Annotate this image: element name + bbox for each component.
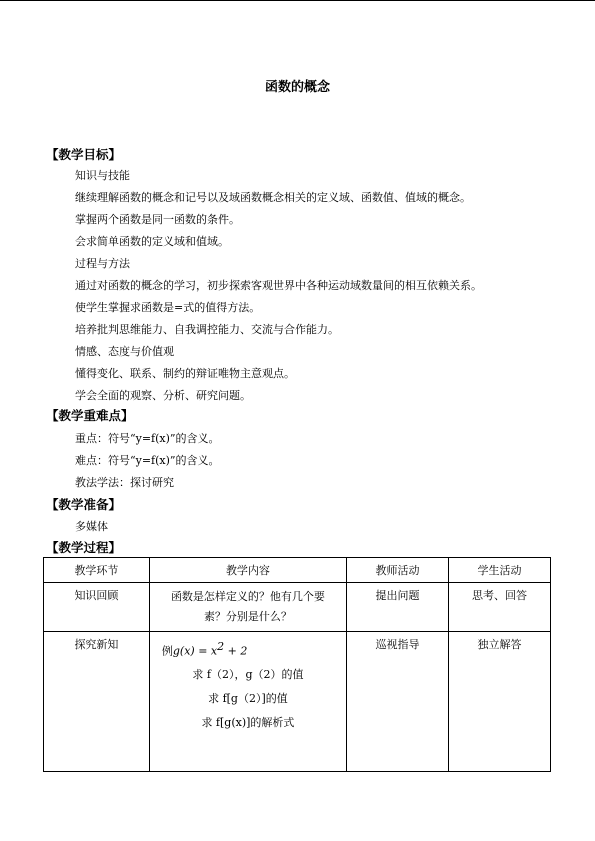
keypoint-line: 教法学法：探讨研究 xyxy=(75,476,174,489)
objective-line: 懂得变化、联系、制约的辩证唯物主意观点。 xyxy=(75,367,295,380)
process-heading: 【教学过程】 xyxy=(46,540,122,555)
objective-line: 培养批判思维能力、自我调控能力、交流与合作能力。 xyxy=(75,323,339,336)
keypoints-heading: 【教学重难点】 xyxy=(46,408,134,423)
formula-rhs: + 2 xyxy=(224,644,248,658)
example-formula xyxy=(150,636,346,663)
example-prefix: 例 xyxy=(161,644,173,658)
objective-line: 情感、态度与价值观 xyxy=(75,345,174,358)
process-table xyxy=(43,557,551,772)
table-row xyxy=(44,632,551,772)
table-row xyxy=(44,583,551,632)
row1-content-line: 函数是怎样定义的？他有几个要 xyxy=(170,590,325,603)
objective-line: 学会全面的观察、分析、研究问题。 xyxy=(75,389,251,402)
row2-content xyxy=(149,632,346,772)
row2-content-line: 求 f[g(x)]的解析式 xyxy=(201,715,295,729)
row2-stage: 探究新知 xyxy=(44,632,150,772)
objective-line: 通过对函数的概念的学习，初步探索客观世界中各种运动域数量间的相互依赖关系。 xyxy=(75,279,482,292)
objectives-heading: 【教学目标】 xyxy=(46,147,122,162)
objective-line: 知识与技能 xyxy=(75,169,130,182)
row2-content-line: 求 f（2），g（2）的值 xyxy=(192,667,304,681)
row2-teacher: 巡视指导 xyxy=(346,632,448,772)
objective-line: 过程与方法 xyxy=(75,257,130,270)
formula-exponent: 2 xyxy=(217,640,225,653)
table-header-row xyxy=(44,558,551,583)
preparation-line: 多媒体 xyxy=(75,520,108,533)
keypoint-line: 难点：符号“y=f(x)”的含义。 xyxy=(75,454,220,467)
row1-teacher: 提出问题 xyxy=(346,583,448,632)
objective-line: 会求简单函数的定义域和值域。 xyxy=(75,235,229,248)
preparation-heading: 【教学准备】 xyxy=(46,497,122,512)
row1-content xyxy=(149,583,346,632)
row1-content-line: 素？分别是什么？ xyxy=(203,610,292,623)
row1-student: 思考、回答 xyxy=(448,583,550,632)
keypoint-line: 重点：符号“y=f(x)”的含义。 xyxy=(75,432,220,445)
formula-lhs: g(x) = x xyxy=(172,644,218,658)
row2-content-line: 求 f[g（2）]的值 xyxy=(208,691,288,705)
header-stage: 教学环节 xyxy=(44,558,150,583)
header-teacher: 教师活动 xyxy=(346,558,448,583)
objective-line: 使学生掌握求函数是=式的值得方法。 xyxy=(75,301,261,314)
row2-student: 独立解答 xyxy=(448,632,550,772)
objective-line: 继续理解函数的概念和记号以及域函数概念相关的定义域、函数值、值域的概念。 xyxy=(75,191,471,204)
header-content: 教学内容 xyxy=(149,558,346,583)
top-rule xyxy=(0,0,595,1)
row1-stage: 知识回顾 xyxy=(44,583,150,632)
page-title: 函数的概念 xyxy=(264,80,330,95)
header-student: 学生活动 xyxy=(448,558,550,583)
objective-line: 掌握两个函数是同一函数的条件。 xyxy=(75,213,240,226)
